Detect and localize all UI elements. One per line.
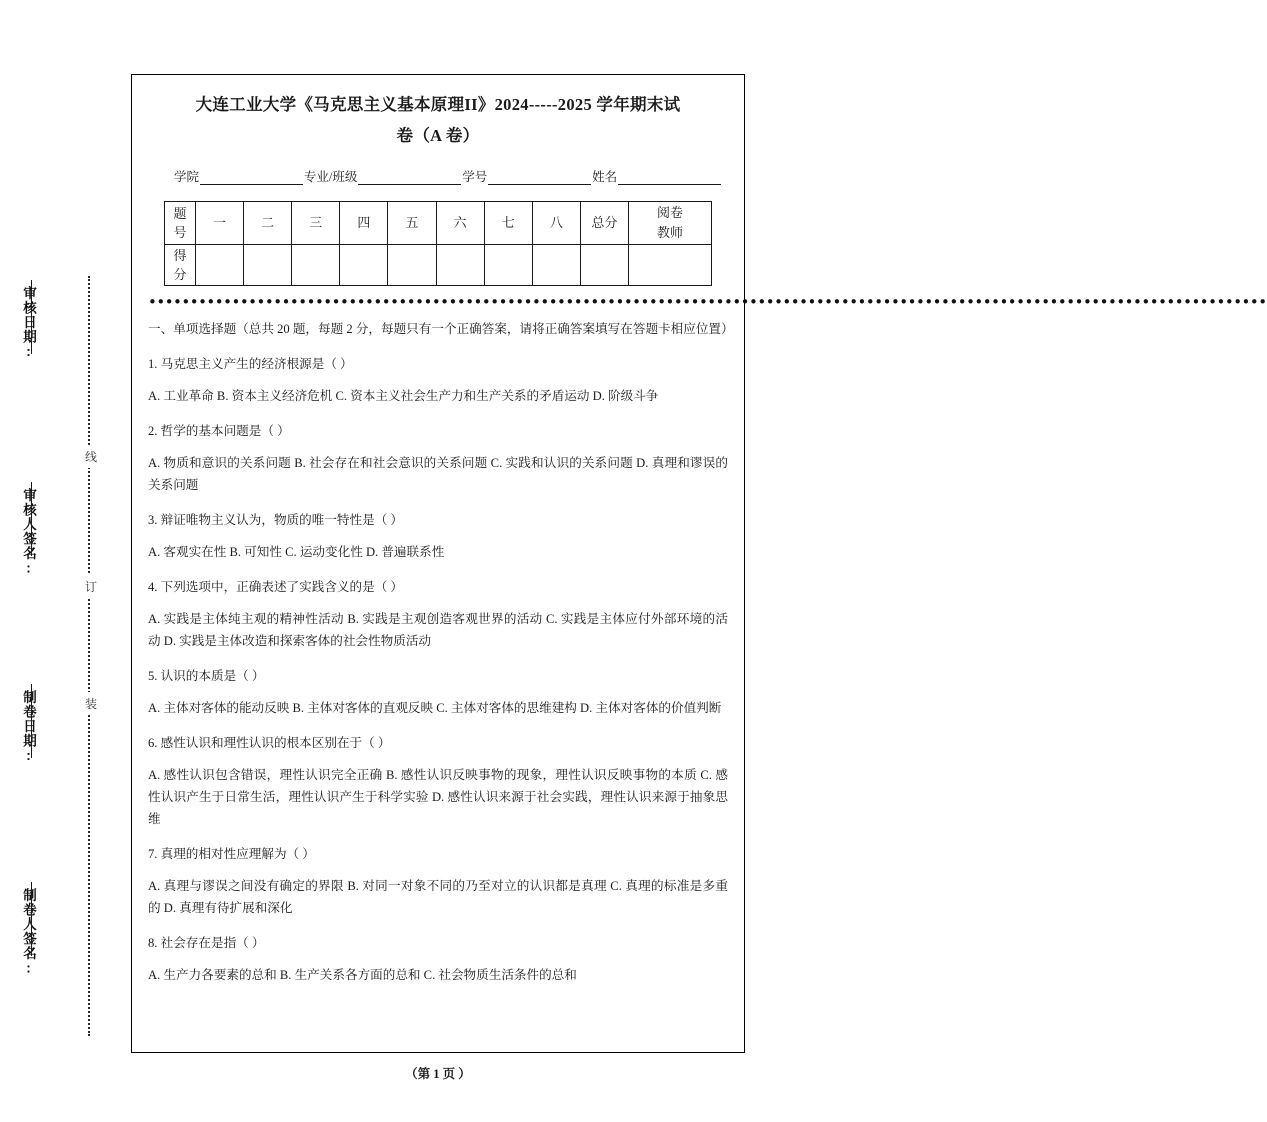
question-stem: 5. 认识的本质是（ ） (148, 669, 265, 683)
reviewer-signature-label: 审核人签名: (21, 488, 36, 577)
student-id-label: 学号 (462, 170, 488, 184)
student-name-field[interactable] (618, 171, 721, 185)
binding-char-ding: 订 (80, 575, 102, 598)
col-header-2: 二 (244, 202, 292, 245)
question-stem: 6. 感性认识和理性认识的根本区别在于（ ） (148, 736, 391, 750)
student-name-label: 姓名 (592, 170, 618, 184)
major-class-field[interactable] (358, 171, 461, 185)
score-cell-2[interactable] (244, 245, 292, 286)
major-class-label: 专业/班级 (303, 170, 358, 184)
score-cell-6[interactable] (436, 245, 484, 286)
col-header-8: 八 (532, 202, 580, 245)
score-cell-8[interactable] (532, 245, 580, 286)
question-stem: 1. 马克思主义产生的经济根源是（ ） (148, 357, 353, 371)
question-stem: 8. 社会存在是指（ ） (148, 936, 265, 950)
student-info-line (174, 167, 722, 185)
score-cell-grader[interactable] (629, 245, 712, 286)
score-cell-7[interactable] (484, 245, 532, 286)
col-header-grader (629, 202, 712, 245)
score-cell-5[interactable] (388, 245, 436, 286)
score-table-body-row (165, 245, 712, 286)
question-options: A. 感性认识包含错误，理性认识完全正确 B. 感性认识反映事物的现象，理性认识反映事物的本质 C. 感性认识产生于日常生活，理性认识产生于科学实验 D. 感性认识来源于社会实践，理性认识来源于抽象思维 (148, 768, 728, 826)
decorative-separator: •••••••••••••••••••••••••••••••••••••••••••••••••••••••••••••••••••••••••••••••••••••••••••••••••••••••••••••••••••••••••••••••••••••• (148, 293, 1267, 311)
col-header-5: 五 (388, 202, 436, 245)
score-table-header-row (165, 202, 712, 245)
header-label-question-no (165, 202, 196, 245)
student-id-field[interactable] (488, 171, 591, 185)
paper-maker-signature-label: 制卷人签名: (21, 888, 36, 977)
question-stem: 2. 哲学的基本问题是（ ） (148, 424, 290, 438)
score-cell-3[interactable] (292, 245, 340, 286)
col-header-7: 七 (484, 202, 532, 245)
question-options: A. 主体对客体的能动反映 B. 主体对客体的直观反映 C. 主体对客体的思维建构 D. 主体对客体的价值判断 (148, 701, 722, 715)
review-date-label: 审核日期: (21, 286, 36, 360)
score-char-1: 得 (173, 248, 187, 263)
score-cell-total[interactable] (580, 245, 628, 286)
paper-making-date-label: 制卷日期: (21, 690, 36, 764)
col-header-3: 三 (292, 202, 340, 245)
page-title (148, 89, 728, 151)
reviewer-signature-rule (31, 482, 32, 556)
question-stem: 4. 下列选项中，正确表述了实践含义的是（ ） (148, 580, 404, 594)
question-options: A. 物质和意识的关系问题 B. 社会存在和社会意识的关系问题 C. 实践和认识的关系问题 D. 真理和谬误的关系问题 (148, 456, 728, 492)
title-line-1: 大连工业大学《马克思主义基本原理II》2024-----2025 学年期末试 (195, 95, 681, 114)
title-line-2: 卷（A 卷） (396, 126, 480, 145)
grader-header-line-1: 阅卷 (656, 205, 683, 220)
score-cell-4[interactable] (340, 245, 388, 286)
left-margin (0, 0, 130, 1122)
question-stem: 7. 真理的相对性应理解为（ ） (148, 847, 315, 861)
col-header-6: 六 (436, 202, 484, 245)
question-options: A. 实践是主体纯主观的精神性活动 B. 实践是主观创造客观世界的活动 C. 实践是主体应付外部环境的活动 D. 实践是主体改造和探索客体的社会性物质活动 (148, 612, 728, 648)
college-field[interactable] (200, 171, 303, 185)
question-no-char-2: 号 (173, 225, 187, 240)
section-heading: 一、单项选择题（总共 20 题，每题 2 分，每题只有一个正确答案，请将正确答案填写在答题卡相应位置） (148, 322, 734, 336)
col-header-4: 四 (340, 202, 388, 245)
col-header-total: 总分 (580, 202, 628, 245)
grader-header-line-2: 教师 (656, 225, 683, 240)
question-options: A. 客观实在性 B. 可知性 C. 运动变化性 D. 普遍联系性 (148, 545, 445, 559)
question-options: A. 生产力各要素的总和 B. 生产关系各方面的总和 C. 社会物质生活条件的总和 (148, 968, 577, 982)
exam-page-frame (131, 74, 1267, 1053)
exam-body (148, 318, 734, 986)
binding-char-zhuang: 装 (80, 692, 102, 715)
review-date-rule (31, 280, 32, 354)
college-label: 学院 (174, 170, 200, 184)
question-stem: 3. 辩证唯物主义认为，物质的唯一特性是（ ） (148, 513, 404, 527)
score-cell-1[interactable] (196, 245, 244, 286)
binding-char-xian: 线 (80, 445, 102, 468)
page-footer: （第 1 页 ） (405, 1067, 471, 1081)
col-header-1: 一 (196, 202, 244, 245)
question-options: A. 真理与谬误之间没有确定的界限 B. 对同一对象不同的乃至对立的认识都是真理 C. 真理的标准是多重的 D. 真理有待扩展和深化 (148, 879, 728, 915)
question-options: A. 工业革命 B. 资本主义经济危机 C. 资本主义社会生产力和生产关系的矛盾运动 D. 阶级斗争 (148, 389, 659, 403)
header-label-score (165, 245, 196, 286)
paper-making-date-rule (31, 684, 32, 758)
paper-maker-signature-rule (31, 882, 32, 956)
score-table (164, 201, 712, 286)
binding-dotted-line (88, 276, 90, 1036)
score-char-2: 分 (173, 267, 187, 282)
question-no-char-1: 题 (173, 206, 187, 221)
